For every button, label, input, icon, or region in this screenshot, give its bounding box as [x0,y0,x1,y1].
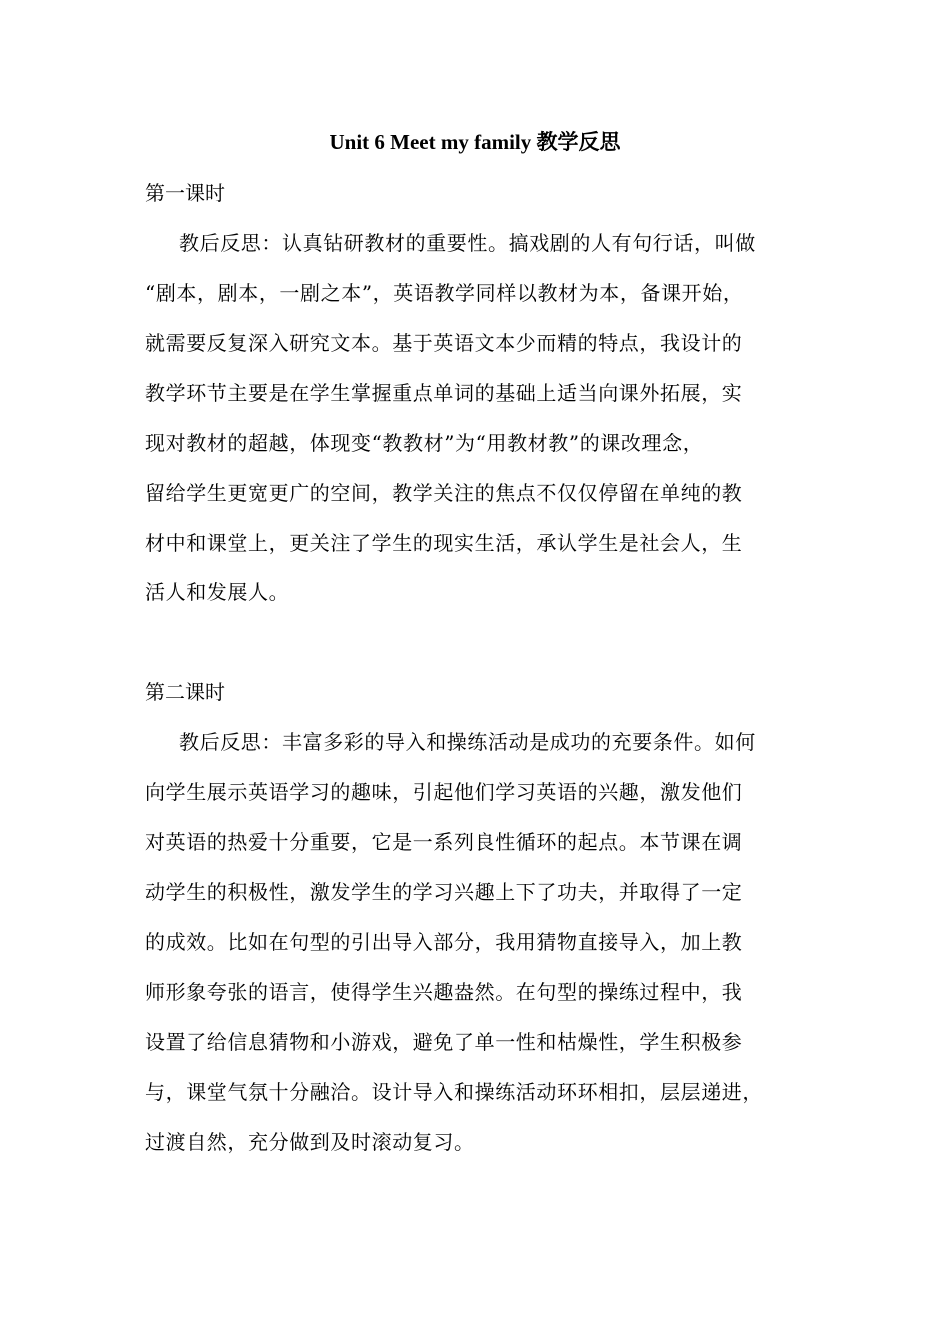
paragraph-line: 过渡自然，充分做到及时滚动复习。 [145,1130,475,1154]
paragraph-line: 教后反思：认真钻研教材的重要性。搞戏剧的人有句行话，叫做 [179,231,756,255]
section-heading-lesson-1: 第一课时 [145,181,225,205]
paragraph-line: 就需要反复深入研究文本。基于英语文本少而精的特点，我设计的 [145,331,743,355]
paragraph-line: 设置了给信息猜物和小游戏，避免了单一性和枯燥性，学生积极参 [145,1030,743,1054]
paragraph-line: 师形象夸张的语言，使得学生兴趣盎然。在句型的操练过程中，我 [145,980,743,1004]
paragraph-line: 留给学生更宽更广的空间，教学关注的焦点不仅仅停留在单纯的教 [145,481,743,505]
paragraph-line: 教后反思：丰富多彩的导入和操练活动是成功的充要条件。如何 [179,730,756,754]
paragraph-line: 活人和发展人。 [145,580,290,604]
paragraph-line: 对英语的热爱十分重要，它是一系列良性循环的起点。本节课在调 [145,830,743,854]
document-title: Unit 6 Meet my family 教学反思 [329,130,621,154]
paragraph-line: 的成效。比如在句型的引出导入部分，我用猜物直接导入，加上教 [145,930,743,954]
paragraph-line: 材中和课堂上，更关注了学生的现实生活，承认学生是社会人，生 [145,531,743,555]
paragraph-line: 现对教材的超越，体现变“教教材”为“用教材教”的课改理念， [145,431,704,455]
paragraph-line: 向学生展示英语学习的趣味，引起他们学习英语的兴趣，激发他们 [145,780,743,804]
paragraph-line: “剧本，剧本，一剧之本”，英语教学同样以教材为本，备课开始， [145,281,744,305]
paragraph-line: 教学环节主要是在学生掌握重点单词的基础上适当向课外拓展，实 [145,381,743,405]
paragraph-line: 与，课堂气氛十分融洽。设计导入和操练活动环环相扣，层层递进， [145,1080,763,1104]
paragraph-line: 动学生的积极性，激发学生的学习兴趣上下了功夫，并取得了一定 [145,880,743,904]
section-heading-lesson-2: 第二课时 [145,680,225,704]
